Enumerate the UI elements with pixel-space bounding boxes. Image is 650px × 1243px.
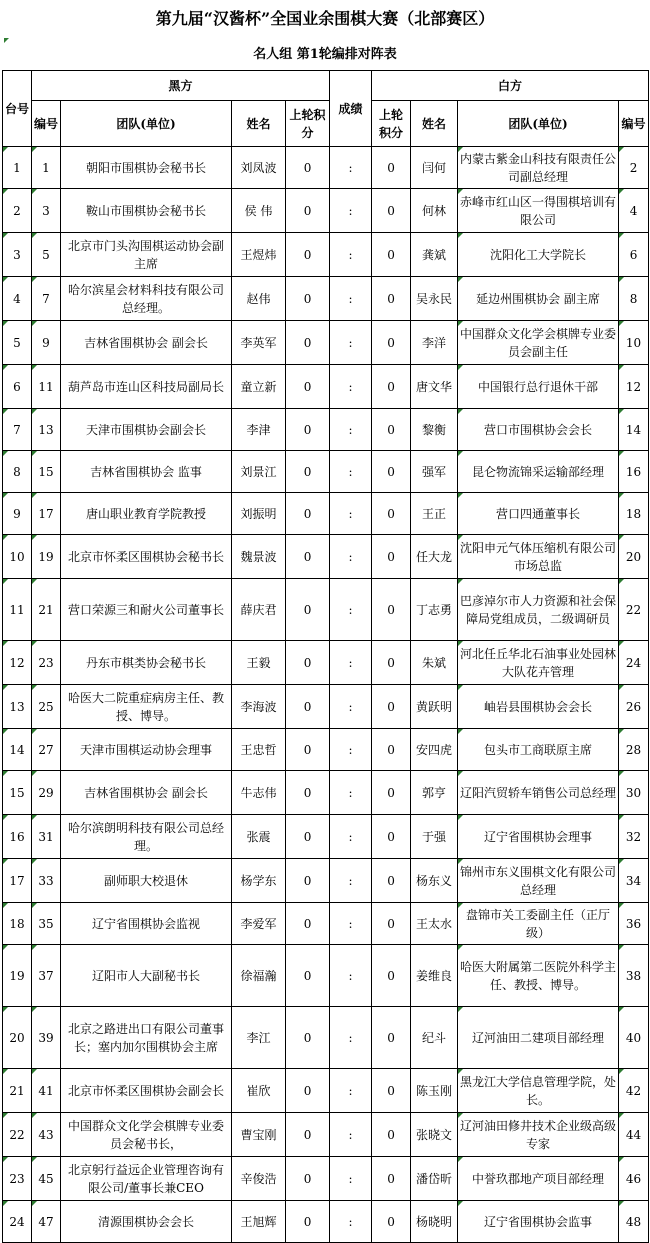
white-points-cell: 0 bbox=[372, 815, 411, 859]
white-name-cell: 王正 bbox=[411, 493, 458, 535]
white-team-cell: 辽宁省围棋协会监事 bbox=[458, 1201, 619, 1243]
black-team-cell: 北京市怀柔区围棋协会副会长 bbox=[61, 1069, 232, 1113]
white-points-cell: 0 bbox=[372, 147, 411, 189]
white-name-cell: 王太水 bbox=[411, 903, 458, 945]
table-no-cell: 15 bbox=[3, 771, 32, 815]
black-no-cell: 39 bbox=[32, 1007, 61, 1069]
white-team-cell: 内蒙古紫金山科技有限责任公司副总经理 bbox=[458, 147, 619, 189]
white-no-cell: 18 bbox=[619, 493, 649, 535]
white-no-cell: 20 bbox=[619, 535, 649, 579]
black-name-cell: 曹宝刚 bbox=[232, 1113, 286, 1157]
black-points-cell: 0 bbox=[286, 579, 330, 641]
table-row bbox=[3, 685, 649, 729]
black-no-cell: 19 bbox=[32, 535, 61, 579]
black-points-cell: 0 bbox=[286, 859, 330, 903]
table-row bbox=[3, 409, 649, 451]
black-no-cell: 47 bbox=[32, 1201, 61, 1243]
black-points-cell: 0 bbox=[286, 277, 330, 321]
white-name-cell: 姜维良 bbox=[411, 945, 458, 1007]
white-team-cell: 中誉玖郡地产项目部经理 bbox=[458, 1157, 619, 1201]
black-no-cell: 23 bbox=[32, 641, 61, 685]
black-points-cell: 0 bbox=[286, 321, 330, 365]
black-team-cell: 辽宁省围棋协会监视 bbox=[61, 903, 232, 945]
black-team-cell: 天津市围棋协会副会长 bbox=[61, 409, 232, 451]
table-row bbox=[3, 1157, 649, 1201]
white-team-cell: 岫岩县围棋协会会长 bbox=[458, 685, 619, 729]
result-cell: : bbox=[330, 859, 372, 903]
table-no-cell: 13 bbox=[3, 685, 32, 729]
white-name-cell: 杨晓明 bbox=[411, 1201, 458, 1243]
table-no-cell: 24 bbox=[3, 1201, 32, 1243]
white-name-cell: 吴永民 bbox=[411, 277, 458, 321]
black-points-cell: 0 bbox=[286, 1007, 330, 1069]
white-name-cell: 任大龙 bbox=[411, 535, 458, 579]
table-no-cell: 14 bbox=[3, 729, 32, 771]
black-team-cell: 哈医大二院重症病房主任、教授、博导。 bbox=[61, 685, 232, 729]
black-team-cell: 哈尔滨朗明科技有限公司总经理。 bbox=[61, 815, 232, 859]
black-no-cell: 21 bbox=[32, 579, 61, 641]
result-cell: : bbox=[330, 1201, 372, 1243]
black-team-cell: 辽阳市人大副秘书长 bbox=[61, 945, 232, 1007]
table-row bbox=[3, 859, 649, 903]
black-name-cell: 魏景波 bbox=[232, 535, 286, 579]
black-points-cell: 0 bbox=[286, 945, 330, 1007]
white-team-cell: 盘锦市关工委副主任（正厅级） bbox=[458, 903, 619, 945]
white-team-cell: 黑龙江大学信息管理学院，处长。 bbox=[458, 1069, 619, 1113]
header-white-points: 上轮积分 bbox=[372, 101, 411, 147]
white-no-cell: 42 bbox=[619, 1069, 649, 1113]
white-points-cell: 0 bbox=[372, 771, 411, 815]
result-cell: : bbox=[330, 1157, 372, 1201]
page-title: 第九届“汉酱杯”全国业余围棋大赛（北部赛区） bbox=[155, 9, 495, 28]
result-cell: : bbox=[330, 771, 372, 815]
black-team-cell: 北京市门头沟围棋运动协会副主席 bbox=[61, 233, 232, 277]
white-name-cell: 张晓文 bbox=[411, 1113, 458, 1157]
white-points-cell: 0 bbox=[372, 1201, 411, 1243]
black-points-cell: 0 bbox=[286, 409, 330, 451]
black-team-cell: 吉林省围棋协会 副会长 bbox=[61, 321, 232, 365]
table-row bbox=[3, 321, 649, 365]
table-no-cell: 18 bbox=[3, 903, 32, 945]
result-cell: : bbox=[330, 321, 372, 365]
table-row bbox=[3, 1113, 649, 1157]
white-name-cell: 杨东义 bbox=[411, 859, 458, 903]
white-team-cell: 营口四通董事长 bbox=[458, 493, 619, 535]
white-name-cell: 朱斌 bbox=[411, 641, 458, 685]
white-no-cell: 8 bbox=[619, 277, 649, 321]
pairings-table bbox=[2, 70, 649, 1243]
white-team-cell: 沈阳化工大学院长 bbox=[458, 233, 619, 277]
white-no-cell: 28 bbox=[619, 729, 649, 771]
white-team-cell: 中国银行总行退休干部 bbox=[458, 365, 619, 409]
black-no-cell: 25 bbox=[32, 685, 61, 729]
black-name-cell: 李爱军 bbox=[232, 903, 286, 945]
white-points-cell: 0 bbox=[372, 729, 411, 771]
black-name-cell: 李英军 bbox=[232, 321, 286, 365]
table-no-cell: 5 bbox=[3, 321, 32, 365]
black-no-cell: 43 bbox=[32, 1113, 61, 1157]
white-name-cell: 唐文华 bbox=[411, 365, 458, 409]
table-row bbox=[3, 903, 649, 945]
header-result: 成绩 bbox=[330, 71, 372, 147]
result-cell: : bbox=[330, 189, 372, 233]
white-points-cell: 0 bbox=[372, 945, 411, 1007]
black-no-cell: 7 bbox=[32, 277, 61, 321]
white-no-cell: 36 bbox=[619, 903, 649, 945]
white-no-cell: 16 bbox=[619, 451, 649, 493]
white-points-cell: 0 bbox=[372, 1069, 411, 1113]
black-points-cell: 0 bbox=[286, 1069, 330, 1113]
header-white: 白方 bbox=[372, 71, 649, 101]
table-row bbox=[3, 945, 649, 1007]
black-name-cell: 刘振明 bbox=[232, 493, 286, 535]
white-name-cell: 闫何 bbox=[411, 147, 458, 189]
white-points-cell: 0 bbox=[372, 1007, 411, 1069]
black-name-cell: 侯 伟 bbox=[232, 189, 286, 233]
white-points-cell: 0 bbox=[372, 233, 411, 277]
white-team-cell: 哈医大附属第二医院外科学主任、教授、博导。 bbox=[458, 945, 619, 1007]
white-name-cell: 何林 bbox=[411, 189, 458, 233]
header-white-name: 姓名 bbox=[411, 101, 458, 147]
black-team-cell: 丹东市棋类协会秘书长 bbox=[61, 641, 232, 685]
table-row bbox=[3, 1201, 649, 1243]
black-points-cell: 0 bbox=[286, 685, 330, 729]
result-cell: : bbox=[330, 685, 372, 729]
white-no-cell: 46 bbox=[619, 1157, 649, 1201]
white-points-cell: 0 bbox=[372, 859, 411, 903]
white-no-cell: 24 bbox=[619, 641, 649, 685]
black-team-cell: 天津市围棋运动协会理事 bbox=[61, 729, 232, 771]
black-team-cell: 鞍山市围棋协会秘书长 bbox=[61, 189, 232, 233]
white-name-cell: 强军 bbox=[411, 451, 458, 493]
result-cell: : bbox=[330, 815, 372, 859]
table-no-cell: 6 bbox=[3, 365, 32, 409]
table-no-cell: 2 bbox=[3, 189, 32, 233]
table-row bbox=[3, 729, 649, 771]
black-name-cell: 李江 bbox=[232, 1007, 286, 1069]
white-team-cell: 辽河油田修井技术企业级高级专家 bbox=[458, 1113, 619, 1157]
black-no-cell: 45 bbox=[32, 1157, 61, 1201]
header-black-points: 上轮积分 bbox=[286, 101, 330, 147]
black-team-cell: 中国群众文化学会棋牌专业委员会秘书长， bbox=[61, 1113, 232, 1157]
table-row bbox=[3, 815, 649, 859]
black-no-cell: 35 bbox=[32, 903, 61, 945]
white-team-cell: 河北任丘华北石油事业处园林大队花卉管理 bbox=[458, 641, 619, 685]
header-black: 黑方 bbox=[32, 71, 330, 101]
white-no-cell: 4 bbox=[619, 189, 649, 233]
white-name-cell: 纪斗 bbox=[411, 1007, 458, 1069]
white-points-cell: 0 bbox=[372, 409, 411, 451]
table-no-cell: 22 bbox=[3, 1113, 32, 1157]
header-black-name: 姓名 bbox=[232, 101, 286, 147]
white-name-cell: 李洋 bbox=[411, 321, 458, 365]
white-name-cell: 龚斌 bbox=[411, 233, 458, 277]
black-name-cell: 王旭辉 bbox=[232, 1201, 286, 1243]
black-no-cell: 1 bbox=[32, 147, 61, 189]
table-no-cell: 21 bbox=[3, 1069, 32, 1113]
white-points-cell: 0 bbox=[372, 685, 411, 729]
header-table-no: 台号 bbox=[3, 71, 32, 147]
result-cell: : bbox=[330, 277, 372, 321]
black-points-cell: 0 bbox=[286, 1201, 330, 1243]
black-team-cell: 清源围棋协会会长 bbox=[61, 1201, 232, 1243]
black-name-cell: 刘凤波 bbox=[232, 147, 286, 189]
black-points-cell: 0 bbox=[286, 903, 330, 945]
table-no-cell: 23 bbox=[3, 1157, 32, 1201]
white-points-cell: 0 bbox=[372, 1113, 411, 1157]
black-name-cell: 李海波 bbox=[232, 685, 286, 729]
black-name-cell: 王忠哲 bbox=[232, 729, 286, 771]
white-team-cell: 营口市围棋协会会长 bbox=[458, 409, 619, 451]
white-points-cell: 0 bbox=[372, 277, 411, 321]
black-name-cell: 张震 bbox=[232, 815, 286, 859]
result-cell: : bbox=[330, 1113, 372, 1157]
table-no-cell: 20 bbox=[3, 1007, 32, 1069]
result-cell: : bbox=[330, 147, 372, 189]
white-points-cell: 0 bbox=[372, 903, 411, 945]
white-no-cell: 38 bbox=[619, 945, 649, 1007]
table-row bbox=[3, 1007, 649, 1069]
result-cell: : bbox=[330, 493, 372, 535]
result-cell: : bbox=[330, 233, 372, 277]
white-name-cell: 郭亨 bbox=[411, 771, 458, 815]
black-name-cell: 刘景江 bbox=[232, 451, 286, 493]
table-row bbox=[3, 233, 649, 277]
white-team-cell: 辽河油田二建项目部经理 bbox=[458, 1007, 619, 1069]
table-no-cell: 16 bbox=[3, 815, 32, 859]
white-name-cell: 潘岱昕 bbox=[411, 1157, 458, 1201]
table-no-cell: 19 bbox=[3, 945, 32, 1007]
table-row bbox=[3, 189, 649, 233]
black-name-cell: 辛俊浩 bbox=[232, 1157, 286, 1201]
white-points-cell: 0 bbox=[372, 451, 411, 493]
white-name-cell: 丁志勇 bbox=[411, 579, 458, 641]
table-no-cell: 10 bbox=[3, 535, 32, 579]
black-team-cell: 朝阳市围棋协会秘书长 bbox=[61, 147, 232, 189]
white-name-cell: 安四虎 bbox=[411, 729, 458, 771]
white-team-cell: 昆仑物流锦采运输部经理 bbox=[458, 451, 619, 493]
black-points-cell: 0 bbox=[286, 189, 330, 233]
white-points-cell: 0 bbox=[372, 535, 411, 579]
white-team-cell: 沈阳申元气体压缩机有限公司市场总监 bbox=[458, 535, 619, 579]
table-row bbox=[3, 641, 649, 685]
black-name-cell: 李津 bbox=[232, 409, 286, 451]
table-row bbox=[3, 493, 649, 535]
black-no-cell: 31 bbox=[32, 815, 61, 859]
black-team-cell: 哈尔滨星会材料科技有限公司总经理。 bbox=[61, 277, 232, 321]
white-team-cell: 锦州市东义围棋文化有限公司总经理 bbox=[458, 859, 619, 903]
result-cell: : bbox=[330, 451, 372, 493]
header-white-no: 编号 bbox=[619, 101, 649, 147]
black-no-cell: 41 bbox=[32, 1069, 61, 1113]
black-points-cell: 0 bbox=[286, 147, 330, 189]
table-no-cell: 8 bbox=[3, 451, 32, 493]
black-team-cell: 北京躬行益远企业管理咨询有限公司/董事长兼CEO bbox=[61, 1157, 232, 1201]
table-no-cell: 9 bbox=[3, 493, 32, 535]
black-name-cell: 杨学东 bbox=[232, 859, 286, 903]
black-no-cell: 13 bbox=[32, 409, 61, 451]
black-team-cell: 唐山职业教育学院教授 bbox=[61, 493, 232, 535]
white-no-cell: 10 bbox=[619, 321, 649, 365]
white-no-cell: 32 bbox=[619, 815, 649, 859]
white-no-cell: 14 bbox=[619, 409, 649, 451]
black-team-cell: 北京市怀柔区围棋协会秘书长 bbox=[61, 535, 232, 579]
black-no-cell: 3 bbox=[32, 189, 61, 233]
table-no-cell: 17 bbox=[3, 859, 32, 903]
table-no-cell: 12 bbox=[3, 641, 32, 685]
black-name-cell: 牛志伟 bbox=[232, 771, 286, 815]
result-cell: : bbox=[330, 1007, 372, 1069]
white-points-cell: 0 bbox=[372, 641, 411, 685]
result-cell: : bbox=[330, 729, 372, 771]
black-team-cell: 吉林省围棋协会 副会长 bbox=[61, 771, 232, 815]
cell-marker bbox=[4, 38, 9, 43]
white-points-cell: 0 bbox=[372, 579, 411, 641]
black-points-cell: 0 bbox=[286, 535, 330, 579]
result-cell: : bbox=[330, 409, 372, 451]
white-no-cell: 2 bbox=[619, 147, 649, 189]
black-points-cell: 0 bbox=[286, 1157, 330, 1201]
white-no-cell: 48 bbox=[619, 1201, 649, 1243]
black-no-cell: 9 bbox=[32, 321, 61, 365]
white-team-cell: 巴彦淖尔市人力资源和社会保障局党组成员，二级调研员 bbox=[458, 579, 619, 641]
white-no-cell: 34 bbox=[619, 859, 649, 903]
white-no-cell: 12 bbox=[619, 365, 649, 409]
black-points-cell: 0 bbox=[286, 1113, 330, 1157]
black-no-cell: 17 bbox=[32, 493, 61, 535]
result-cell: : bbox=[330, 641, 372, 685]
table-no-cell: 1 bbox=[3, 147, 32, 189]
black-points-cell: 0 bbox=[286, 771, 330, 815]
white-name-cell: 陈玉刚 bbox=[411, 1069, 458, 1113]
white-team-cell: 辽宁省围棋协会理事 bbox=[458, 815, 619, 859]
table-row bbox=[3, 535, 649, 579]
black-no-cell: 37 bbox=[32, 945, 61, 1007]
black-team-cell: 葫芦岛市连山区科技局副局长 bbox=[61, 365, 232, 409]
white-name-cell: 黄跃明 bbox=[411, 685, 458, 729]
black-no-cell: 29 bbox=[32, 771, 61, 815]
result-cell: : bbox=[330, 365, 372, 409]
page-subtitle: 名人组 第1轮编排对阵表 bbox=[253, 47, 397, 62]
black-name-cell: 王毅 bbox=[232, 641, 286, 685]
black-name-cell: 崔欣 bbox=[232, 1069, 286, 1113]
table-row bbox=[3, 579, 649, 641]
white-team-cell: 延边州围棋协会 副主席 bbox=[458, 277, 619, 321]
white-no-cell: 44 bbox=[619, 1113, 649, 1157]
table-row bbox=[3, 451, 649, 493]
black-points-cell: 0 bbox=[286, 365, 330, 409]
table-row bbox=[3, 1069, 649, 1113]
black-name-cell: 薛庆君 bbox=[232, 579, 286, 641]
white-name-cell: 于强 bbox=[411, 815, 458, 859]
black-team-cell: 营口荣源三和耐火公司董事长 bbox=[61, 579, 232, 641]
black-points-cell: 0 bbox=[286, 233, 330, 277]
black-name-cell: 徐福瀚 bbox=[232, 945, 286, 1007]
table-row bbox=[3, 365, 649, 409]
black-no-cell: 11 bbox=[32, 365, 61, 409]
black-name-cell: 王煜炜 bbox=[232, 233, 286, 277]
white-points-cell: 0 bbox=[372, 365, 411, 409]
white-points-cell: 0 bbox=[372, 1157, 411, 1201]
table-no-cell: 4 bbox=[3, 277, 32, 321]
header-white-team: 团队(单位) bbox=[458, 101, 619, 147]
table-row bbox=[3, 277, 649, 321]
black-team-cell: 北京之路进出口有限公司董事长；塞内加尔围棋协会主席 bbox=[61, 1007, 232, 1069]
black-points-cell: 0 bbox=[286, 815, 330, 859]
black-no-cell: 15 bbox=[32, 451, 61, 493]
result-cell: : bbox=[330, 945, 372, 1007]
table-no-cell: 7 bbox=[3, 409, 32, 451]
white-team-cell: 辽阳汽贸轿车销售公司总经理 bbox=[458, 771, 619, 815]
table-no-cell: 11 bbox=[3, 579, 32, 641]
white-no-cell: 22 bbox=[619, 579, 649, 641]
white-team-cell: 中国群众文化学会棋牌专业委员会副主任 bbox=[458, 321, 619, 365]
black-team-cell: 副师职大校退休 bbox=[61, 859, 232, 903]
black-no-cell: 27 bbox=[32, 729, 61, 771]
black-points-cell: 0 bbox=[286, 729, 330, 771]
black-points-cell: 0 bbox=[286, 641, 330, 685]
table-row bbox=[3, 147, 649, 189]
table-row bbox=[3, 771, 649, 815]
white-no-cell: 30 bbox=[619, 771, 649, 815]
header-black-team: 团队(单位) bbox=[61, 101, 232, 147]
table-no-cell: 3 bbox=[3, 233, 32, 277]
white-team-cell: 赤峰市红山区一得围棋培训有限公司 bbox=[458, 189, 619, 233]
black-points-cell: 0 bbox=[286, 493, 330, 535]
result-cell: : bbox=[330, 535, 372, 579]
white-points-cell: 0 bbox=[372, 493, 411, 535]
white-name-cell: 黎衡 bbox=[411, 409, 458, 451]
black-no-cell: 33 bbox=[32, 859, 61, 903]
result-cell: : bbox=[330, 903, 372, 945]
header-black-no: 编号 bbox=[32, 101, 61, 147]
black-team-cell: 吉林省围棋协会 监事 bbox=[61, 451, 232, 493]
black-name-cell: 童立新 bbox=[232, 365, 286, 409]
white-no-cell: 40 bbox=[619, 1007, 649, 1069]
white-team-cell: 包头市工商联原主席 bbox=[458, 729, 619, 771]
result-cell: : bbox=[330, 579, 372, 641]
white-no-cell: 26 bbox=[619, 685, 649, 729]
black-points-cell: 0 bbox=[286, 451, 330, 493]
black-name-cell: 赵伟 bbox=[232, 277, 286, 321]
result-cell: : bbox=[330, 1069, 372, 1113]
white-points-cell: 0 bbox=[372, 321, 411, 365]
white-no-cell: 6 bbox=[619, 233, 649, 277]
black-no-cell: 5 bbox=[32, 233, 61, 277]
white-points-cell: 0 bbox=[372, 189, 411, 233]
